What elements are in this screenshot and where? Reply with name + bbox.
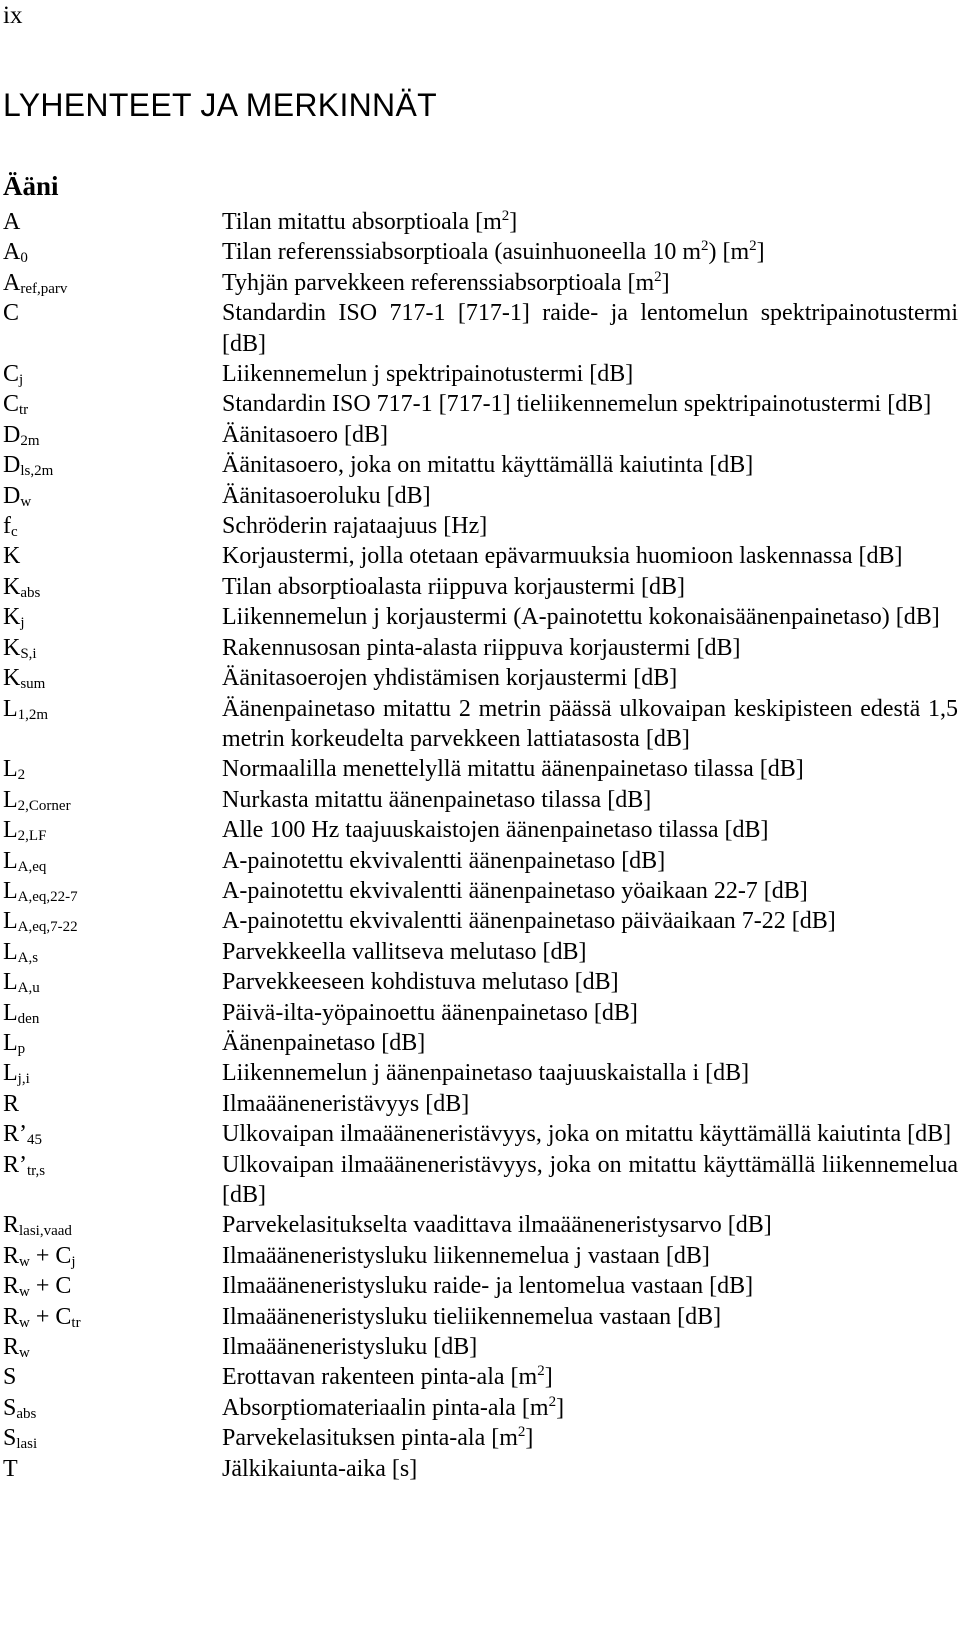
symbol-subscript: A,eq (17, 858, 47, 875)
symbol-base: A (3, 269, 21, 296)
list-item (3, 1241, 960, 1271)
definition-superscript: 2 (749, 238, 757, 255)
definition (222, 359, 958, 389)
definition (222, 541, 958, 571)
symbol (3, 876, 222, 906)
definition (222, 694, 958, 755)
symbol (3, 1271, 222, 1301)
list-item (3, 511, 960, 541)
definition-text: A-painotettu ekvivalentti äänenpainetaso päiväaikaan 7-22 [dB] (222, 908, 836, 935)
definition-text: Ilmaääneneristysluku raide- ja lentomelua vastaan [dB] (222, 1273, 754, 1300)
definition-text: Alle 100 Hz taajuuskaistojen äänenpainetaso tilassa [dB] (222, 817, 769, 844)
definition (222, 1302, 958, 1332)
definition (222, 1423, 958, 1453)
list-item (3, 1089, 960, 1119)
definition-text: Jälkikaiunta-aika [s] (222, 1455, 418, 1482)
list-item (3, 602, 960, 632)
symbol-base: L (3, 756, 18, 783)
symbol-subscript: tr (71, 1314, 81, 1331)
symbol-subscript: S,i (20, 645, 37, 662)
definition-text: Äänitasoero [dB] (222, 421, 388, 448)
page-number: ix (3, 2, 23, 29)
symbol-base: T (3, 1455, 18, 1482)
definition-superscript: 2 (548, 1393, 557, 1410)
symbol-base: S (3, 1364, 17, 1391)
list-item (3, 998, 960, 1028)
list-item (3, 967, 960, 997)
symbol-base: f (3, 513, 11, 540)
definition-text: ] (556, 1394, 565, 1421)
symbol-subscript: tr,s (27, 1162, 46, 1179)
section-heading: Ääni (3, 171, 59, 201)
symbol-subscript: c (11, 524, 18, 541)
symbol-subscript: den (17, 1010, 40, 1027)
symbol-subscript: sum (20, 676, 46, 693)
definition (222, 572, 958, 602)
definition (222, 663, 958, 693)
symbol-base: R (3, 1273, 20, 1300)
symbol (3, 237, 222, 267)
symbol (3, 1089, 222, 1119)
list-item (3, 1028, 960, 1058)
definition (222, 1058, 958, 1088)
symbol-base: L (3, 969, 18, 996)
symbol-base: C (3, 391, 20, 418)
list-item (3, 1058, 960, 1088)
symbol-base: L (3, 877, 18, 904)
symbol-subscript: ref,parv (20, 280, 68, 297)
list-item (3, 450, 960, 480)
symbol-subscript: lasi (16, 1436, 38, 1453)
definition-superscript: 2 (701, 238, 709, 255)
symbol (3, 633, 222, 663)
definition-text: Tilan referenssiabsorptioala (asuinhuoneella 10 m (222, 239, 701, 266)
list-item (3, 1332, 960, 1362)
symbol (3, 967, 222, 997)
symbol-subscript: abs (16, 1405, 37, 1422)
definition-text: Erottavan rakenteen pinta-ala [m (222, 1364, 538, 1391)
symbol-base: D (3, 482, 21, 509)
definition (222, 1271, 958, 1301)
list-item (3, 633, 960, 663)
symbol (3, 511, 222, 541)
symbol-subscript: 0 (20, 250, 28, 267)
definition (222, 1332, 958, 1362)
symbol (3, 1119, 222, 1149)
definition-text: ] (544, 1364, 553, 1391)
symbol-base: A (3, 209, 21, 235)
symbol-base: C (3, 300, 20, 327)
list-item (3, 937, 960, 967)
symbol (3, 1150, 222, 1211)
symbol-base: K (3, 604, 21, 631)
symbol-subscript: lasi,vaad (19, 1223, 72, 1240)
definition-superscript: 2 (537, 1363, 545, 1380)
list-item (3, 420, 960, 450)
definition (222, 237, 958, 267)
list-item (3, 481, 960, 511)
symbol-subscript: 2m (20, 432, 40, 449)
symbol-subscript: j (19, 372, 24, 389)
definition (222, 389, 958, 419)
symbol (3, 1302, 222, 1332)
list-item (3, 906, 960, 936)
definition-text: Ilmaääneneristysluku tieliikennemelua vastaan [dB] (222, 1303, 722, 1330)
definition-text: Parvekkeella vallitseva melutaso [dB] (222, 938, 587, 965)
definition-text: ] (509, 209, 518, 235)
list-item (3, 876, 960, 906)
list-item (3, 1119, 960, 1149)
symbol (3, 846, 222, 876)
definition (222, 511, 958, 541)
symbol-base: R (3, 1334, 20, 1361)
symbol-subscript: 45 (27, 1132, 42, 1149)
symbol (3, 663, 222, 693)
symbol-base: L (3, 1060, 18, 1087)
list-item (3, 237, 960, 267)
symbol (3, 602, 222, 632)
list-item (3, 1423, 960, 1453)
definition-text: Äänitasoerojen yhdistämisen korjaustermi [dB] (222, 665, 678, 692)
list-item (3, 1150, 960, 1211)
symbol-base: R (3, 1212, 20, 1239)
list-item (3, 359, 960, 389)
definition (222, 420, 958, 450)
symbol-base: A (3, 239, 21, 266)
list-item (3, 389, 960, 419)
symbol-subscript: 1,2m (17, 706, 49, 723)
list-item (3, 1393, 960, 1423)
definition-text: Tyhjän parvekkeen referenssiabsorptioala [m (222, 269, 655, 296)
symbol-subscript: A,eq,7-22 (17, 919, 78, 936)
symbol-subscript: 2,Corner (17, 797, 71, 814)
symbol (3, 1454, 222, 1484)
definition-text: Standardin ISO 717-1 [717-1] raide- ja lentomelun spektripainotustermi [dB] (222, 300, 958, 357)
definition (222, 998, 958, 1028)
definition-text: Standardin ISO 717-1 [717-1] tieliikennemelun spektripainotustermi [dB] (222, 391, 932, 418)
symbol-subscript: A,eq,22-7 (17, 888, 78, 905)
list-item (3, 1302, 960, 1332)
list-item (3, 1362, 960, 1392)
symbol-base: K (3, 543, 21, 570)
list-item (3, 1454, 960, 1484)
symbol-base: L (3, 938, 18, 965)
definition (222, 1454, 958, 1484)
definition-text: Nurkasta mitattu äänenpainetaso tilassa [dB] (222, 786, 652, 813)
definition (222, 481, 958, 511)
symbol-base: L (3, 786, 18, 813)
definition-superscript: 2 (517, 1424, 526, 1441)
definition (222, 268, 958, 298)
symbol-base: L (3, 908, 18, 935)
definition-superscript: 2 (501, 208, 510, 224)
definition (222, 785, 958, 815)
definition (222, 450, 958, 480)
symbol-subscript: w (19, 1284, 30, 1301)
symbol (3, 785, 222, 815)
symbol (3, 998, 222, 1028)
definition (222, 298, 958, 359)
symbol (3, 450, 222, 480)
page-title: LYHENTEET JA MERKINNÄT (3, 87, 437, 123)
symbol-subscript: abs (20, 584, 41, 601)
definition-text: ] (661, 269, 670, 296)
symbol (3, 937, 222, 967)
definition-text: Ulkovaipan ilmaääneneristävyys, joka on mitattu käyttämällä liikennemelua [dB] (222, 1151, 958, 1208)
symbol-subscript: j (71, 1253, 76, 1270)
definition (222, 1241, 958, 1271)
definition-superscript: 2 (654, 268, 662, 285)
symbol (3, 298, 222, 359)
definition (222, 815, 958, 845)
definition (222, 602, 958, 632)
list-item (3, 1271, 960, 1301)
definition-text: Ilmaääneneristävyys [dB] (222, 1090, 470, 1117)
symbol-subscript: w (19, 1345, 30, 1362)
symbol-base: R (3, 1242, 20, 1269)
symbol (3, 1028, 222, 1058)
definition-text: ] (525, 1425, 534, 1452)
list-item (3, 572, 960, 602)
definition-text: Liikennemelun j korjaustermi (A-painotettu kokonaisäänenpainetaso) [dB] (222, 604, 940, 631)
symbol (3, 1241, 222, 1271)
symbol-base: R’ (3, 1151, 27, 1178)
symbol-base: K (3, 634, 21, 661)
definition-text: Rakennusosan pinta-alasta riippuva korjaustermi [dB] (222, 634, 741, 661)
definition (222, 846, 958, 876)
list-item (3, 268, 960, 298)
symbol-base: L (3, 847, 18, 874)
list-item (3, 541, 960, 571)
symbol-subscript: A,u (17, 980, 40, 997)
symbol (3, 541, 222, 571)
definition-text: A-painotettu ekvivalentti äänenpainetaso yöaikaan 22-7 [dB] (222, 877, 808, 904)
definition-text: Liikennemelun j spektripainotustermi [dB] (222, 361, 634, 388)
symbol-base: K (3, 573, 21, 600)
list-item (3, 1210, 960, 1240)
definition-text: Äänenpainetaso [dB] (222, 1029, 426, 1056)
definition-text: Parvekkeeseen kohdistuva melutaso [dB] (222, 969, 619, 996)
definition-text: Absorptiomateriaalin pinta-ala [m (222, 1394, 549, 1421)
definition-text: Korjaustermi, jolla otetaan epävarmuuksia huomioon laskennassa [dB] (222, 543, 903, 570)
symbol (3, 815, 222, 845)
symbol-base: R (3, 1303, 20, 1330)
definition (222, 967, 958, 997)
symbol-base: S (3, 1425, 17, 1452)
symbol (3, 389, 222, 419)
symbol-subscript: 2 (17, 767, 26, 784)
list-item (3, 846, 960, 876)
symbol (3, 906, 222, 936)
definition (222, 1210, 958, 1240)
symbol-base: R’ (3, 1121, 27, 1148)
symbol-subscript: j (20, 615, 25, 632)
definition-text: ) [m (708, 239, 750, 266)
symbol (3, 1210, 222, 1240)
symbol-base: K (3, 665, 21, 692)
definition (222, 207, 958, 237)
definition-text: Tilan absorptioalasta riippuva korjaustermi [dB] (222, 573, 686, 600)
symbol-base: R (3, 1090, 20, 1117)
symbol-subscript: ls,2m (20, 463, 54, 480)
definition-text: Äänitasoero, joka on mitattu käyttämällä kaiutinta [dB] (222, 452, 754, 479)
definition-text: ] (756, 239, 765, 266)
symbol (3, 1058, 222, 1088)
symbol-subscript: j,i (17, 1071, 30, 1088)
symbol-base: L (3, 817, 18, 844)
symbol-subscript: w (19, 1253, 30, 1270)
symbol-base: D (3, 421, 21, 448)
symbol (3, 754, 222, 784)
definition-text: Äänitasoeroluku [dB] (222, 482, 431, 509)
symbol-subscript: tr (19, 402, 29, 419)
symbol (3, 1362, 222, 1392)
definition-text: Ilmaääneneristysluku liikennemelua j vastaan [dB] (222, 1242, 710, 1269)
definition-text: Ilmaääneneristysluku [dB] (222, 1334, 478, 1361)
symbol-subscript: p (17, 1040, 26, 1057)
definition (222, 876, 958, 906)
symbol (3, 359, 222, 389)
definition (222, 906, 958, 936)
list-item (3, 785, 960, 815)
symbol-base: L (3, 999, 18, 1026)
list-item (3, 694, 960, 755)
symbol-subscript: 2,LF (17, 828, 47, 845)
symbol (3, 1423, 222, 1453)
symbol (3, 1393, 222, 1423)
definition (222, 1089, 958, 1119)
definition (222, 1150, 958, 1211)
abbreviation-list (3, 207, 960, 1484)
definition (222, 754, 958, 784)
list-item (3, 815, 960, 845)
definition-text: Parvekelasituksen pinta-ala [m (222, 1425, 518, 1452)
symbol-base: D (3, 452, 21, 479)
symbol (3, 207, 222, 237)
definition (222, 1119, 958, 1149)
symbol (3, 694, 222, 755)
symbol-subscript: w (19, 1314, 30, 1331)
definition-text: Normaalilla menettelyllä mitattu äänenpainetaso tilassa [dB] (222, 756, 804, 783)
symbol (3, 1332, 222, 1362)
definition (222, 1393, 958, 1423)
symbol-base: L (3, 695, 18, 722)
definition (222, 1028, 958, 1058)
symbol (3, 420, 222, 450)
definition-text: Tilan mitattu absorptioala [m (222, 209, 502, 235)
list-item (3, 663, 960, 693)
symbol-base: S (3, 1394, 17, 1421)
definition-text: Ulkovaipan ilmaääneneristävyys, joka on mitattu käyttämällä kaiutinta [dB] (222, 1121, 952, 1148)
symbol-subscript: A,s (17, 949, 39, 966)
definition-text: Liikennemelun j äänenpainetaso taajuuskaistalla i [dB] (222, 1060, 750, 1087)
symbol-tail: + C (29, 1242, 72, 1269)
definition-text: Parvekelasitukselta vaadittava ilmaääneneristysarvo [dB] (222, 1212, 772, 1239)
symbol (3, 572, 222, 602)
definition (222, 633, 958, 663)
list-item (3, 754, 960, 784)
definition-text: Päivä-ilta-yöpainoettu äänenpainetaso [dB] (222, 999, 638, 1026)
definition-text: Schröderin rajataajuus [Hz] (222, 513, 488, 540)
list-item (3, 298, 960, 359)
symbol (3, 481, 222, 511)
definition (222, 937, 958, 967)
symbol-tail: + C (29, 1303, 72, 1330)
definition-text: A-painotettu ekvivalentti äänenpainetaso [dB] (222, 847, 666, 874)
symbol-base: C (3, 361, 20, 388)
list-item (3, 207, 960, 237)
symbol (3, 268, 222, 298)
symbol-tail: + C (29, 1273, 72, 1300)
definition-text: Äänenpainetaso mitattu 2 metrin päässä ulkovaipan keskipisteen edestä 1,5 metrin korkeudelta parvekkeen lattiatasosta [dB] (222, 695, 958, 752)
symbol-base: L (3, 1029, 18, 1056)
symbol-subscript: w (20, 493, 32, 510)
definition (222, 1362, 958, 1392)
